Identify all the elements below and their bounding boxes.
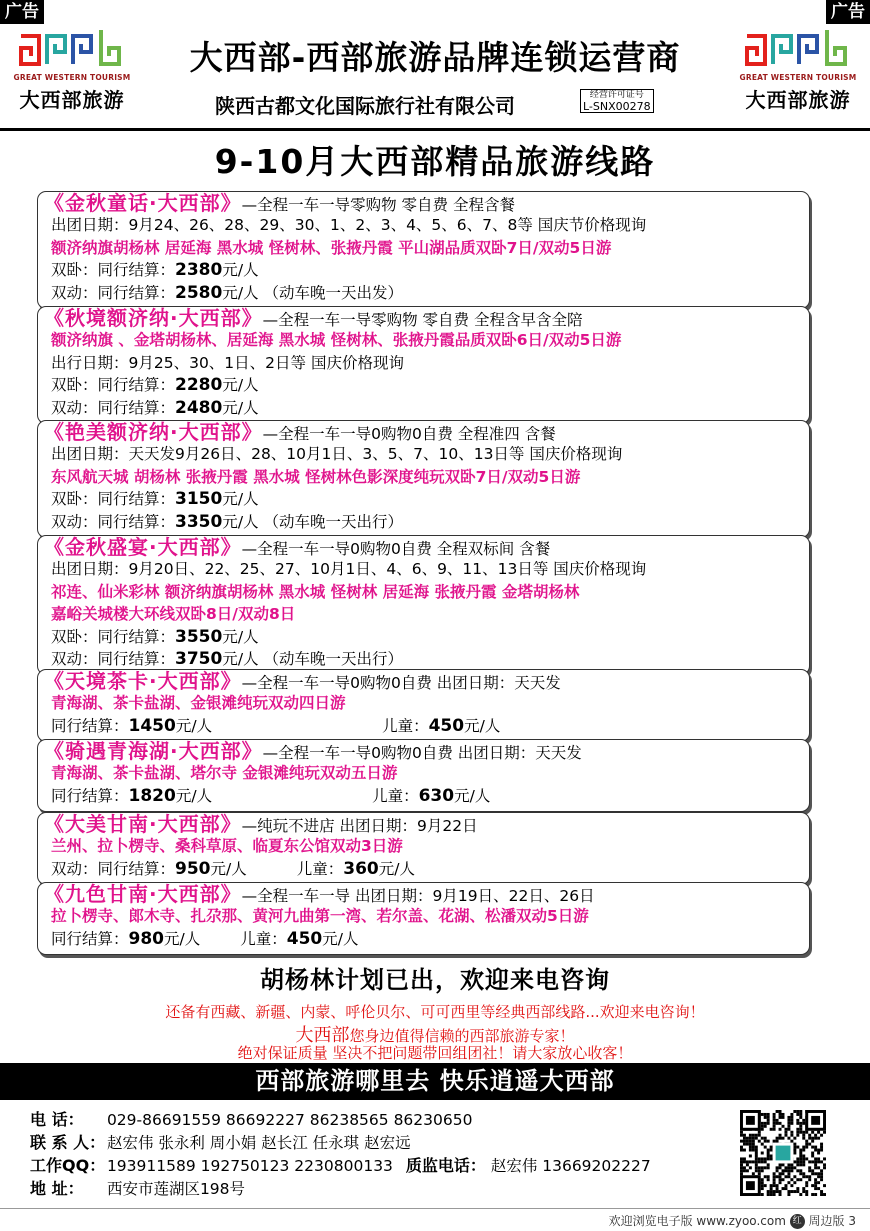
tour-name: 《金秋盛宴·大西部》: [44, 536, 242, 559]
footer-text: [609, 1212, 856, 1229]
tour-price-line: [38, 511, 809, 533]
price-label: 双动：同行结算：: [51, 283, 176, 302]
expert-note-brand: 大西部: [295, 1025, 350, 1046]
tour-price-line: [38, 648, 809, 670]
phone-value: 029-86691559 86692227 86238565 86230650: [106, 1111, 473, 1129]
edition-badge-icon: 红: [790, 1214, 805, 1229]
child-price-value: 360: [343, 858, 379, 879]
tour-price-line: [38, 488, 809, 510]
logo-left: [12, 26, 132, 113]
tour-box: [37, 882, 810, 955]
license-caption: 经营许可证号: [589, 90, 644, 100]
tour-description: —全程一车一导零购物 零自费 全程含早含全陪: [262, 311, 583, 329]
price-unit: 元/人: [164, 929, 201, 948]
license-number: L-SNX00278: [583, 100, 651, 113]
price-label: 同行结算：: [51, 716, 129, 735]
child-price-label: 儿童：: [296, 859, 344, 878]
tour-name: 《金秋童话·大西部》: [44, 192, 242, 215]
tour-name: 《九色甘南·大西部》: [44, 883, 242, 906]
price-value: 1820: [128, 785, 176, 806]
slogan-banner: 西部旅游哪里去 快乐逍遥大西部: [0, 1063, 870, 1100]
logo-english: GREAT WESTERN TOURISM: [13, 73, 131, 82]
tour-name: 《大美甘南·大西部》: [44, 813, 242, 836]
price-unit: 元/人: [222, 490, 259, 509]
logo-english: GREAT WESTERN TOURISM: [739, 73, 857, 82]
tour-description: —纯玩不进店 出团日期：9月22日: [241, 817, 478, 835]
tour-date-line: 出团日期：9月20日、22、25、27、10月1日、4、6、9、11、13日等 国庆价格现询: [51, 560, 647, 579]
page-title: 9-10月大西部精品旅游线路: [214, 142, 656, 181]
footer: [0, 1208, 870, 1231]
tour-price-line: [38, 928, 809, 950]
price-label: 双卧：同行结算：: [51, 261, 176, 280]
price-unit: 元/人 （动车晚一天出行）: [222, 512, 403, 531]
supervise-value: 赵宏伟 13669202227: [490, 1157, 651, 1175]
company-name: 陕西古都文化国际旅行社有限公司: [215, 94, 515, 118]
address-value: 西安市莲湖区198号: [106, 1180, 246, 1198]
expert-note-text: 您身边值得信赖的西部旅游专家！: [349, 1027, 575, 1045]
tour-route-line: 拉卜楞寺、郎木寺、扎尕那、黄河九曲第一湾、若尔盖、花湖、松潘双动5日游: [51, 907, 589, 926]
footer-edition: 周边版 3: [808, 1214, 856, 1228]
qr-code-icon: [740, 1110, 826, 1196]
tour-title-line: [38, 421, 809, 443]
tour-title-line: [38, 740, 809, 762]
supervise-label: 质监电话：: [405, 1156, 486, 1175]
tour-price-line: [38, 374, 809, 396]
price-value: 2280: [175, 375, 223, 396]
price-value: 2380: [175, 260, 223, 281]
phone-label: 电 话：: [30, 1110, 84, 1129]
tour-box: [37, 739, 810, 812]
tour-date-line: 出行日期：9月25、30、1日、2日等 国庆价格现询: [51, 353, 404, 372]
ad-label-right: 广告: [826, 0, 870, 24]
tour-box: [37, 812, 810, 885]
tour-date-line: 出团日期：9月24、26、28、29、30、1、2、3、4、5、6、7、8等 国庆节价格现询: [51, 216, 647, 235]
tour-price-line: [38, 715, 809, 737]
tour-route-line: 东风航天城 胡杨林 张掖丹霞 黑水城 怪树林色影深度纯玩双卧7日/双动5日游: [51, 467, 581, 486]
price-unit: 元/人 （动车晚一天出行）: [222, 649, 403, 668]
logo-chinese: 大西部旅游: [19, 88, 125, 112]
more-routes-note: 还备有西藏、新疆、内蒙、呼伦贝尔、可可西里等经典西部线路...欢迎来电咨询！: [165, 1003, 705, 1021]
price-label: 双动：同行结算：: [51, 398, 176, 417]
price-label: 同行结算：: [51, 929, 129, 948]
tour-title-line: [38, 670, 809, 692]
tour-route-line: 额济纳旗胡杨林 居延海 黑水城 怪树林、张掖丹霞 平山湖品质双卧7日/双动5日游: [51, 238, 612, 257]
child-price-value: 450: [428, 715, 465, 736]
tour-description: —全程一车一导零购物 零自费 全程含餐: [241, 196, 515, 214]
tour-name: 《天境茶卡·大西部》: [44, 670, 242, 693]
price-value: 3750: [175, 648, 223, 669]
tour-box: [37, 420, 810, 538]
tour-title-line: [38, 307, 809, 329]
tour-title-line: [38, 883, 809, 905]
tour-route-line: 青海湖、茶卡盐湖、金银滩纯玩双动四日游: [51, 694, 346, 713]
price-label: 双动：同行结算：: [51, 649, 176, 668]
tour-price-line: [38, 259, 809, 281]
contact-people: [30, 1130, 411, 1153]
qq-value: 193911589 192750123 2230800133: [106, 1157, 393, 1175]
tour-route-line: 额济纳旗 、金塔胡杨林、居延海 黑水城 怪树林、张掖丹霞品质双卧6日/双动5日游: [51, 331, 622, 350]
tour-title-line: [38, 536, 809, 558]
child-price-label: 儿童：: [372, 786, 419, 805]
logo-mark-icon: [17, 26, 127, 72]
tour-price-line: [38, 397, 809, 419]
child-price-label: 儿童：: [382, 716, 429, 735]
price-label: 双卧：同行结算：: [51, 627, 176, 646]
tour-description: —全程一车一导0购物0自费 出团日期：天天发: [241, 674, 561, 692]
child-price-unit: 元/人: [464, 716, 501, 735]
price-unit: 元/人: [222, 261, 259, 280]
child-price-label: 儿童：: [240, 929, 287, 948]
price-value: 3350: [175, 511, 223, 532]
price-value: 2580: [175, 282, 223, 303]
price-value: 3550: [175, 626, 223, 647]
tour-route-line: 青海湖、茶卡盐湖、塔尔寺 金银滩纯玩双动五日游: [51, 764, 398, 783]
license-box: [580, 89, 654, 113]
consult-heading: 胡杨林计划已出，欢迎来电咨询: [260, 966, 610, 994]
price-value: 2480: [175, 397, 223, 418]
price-unit: 元/人: [210, 859, 247, 878]
price-label: 同行结算：: [51, 786, 129, 805]
price-unit: 元/人: [222, 398, 259, 417]
price-label: 双卧：同行结算：: [51, 376, 176, 395]
child-price-value: 630: [418, 785, 455, 806]
price-label: 双卧：同行结算：: [51, 490, 176, 509]
ad-label-left: 广告: [0, 0, 44, 24]
price-unit: 元/人: [222, 376, 259, 395]
price-unit: 元/人 （动车晚一天出发）: [222, 283, 403, 302]
tour-description: —全程一车一导0购物0自费 全程双标间 含餐: [241, 540, 551, 558]
tour-price-line: [38, 858, 809, 880]
tour-route-line: 兰州、拉卜楞寺、桑科草原、临夏东公馆双动3日游: [51, 837, 403, 856]
price-value: 3150: [175, 489, 223, 510]
tour-price-line: [38, 626, 809, 648]
tour-title-line: [38, 813, 809, 835]
tour-box: [37, 535, 810, 675]
logo-right: [738, 26, 858, 113]
price-value: 1450: [128, 715, 176, 736]
tour-name: 《秋境额济纳·大西部》: [44, 307, 263, 330]
price-unit: 元/人: [175, 786, 213, 805]
contact-qq: [30, 1153, 651, 1176]
address-label: 地 址：: [30, 1179, 84, 1198]
tour-description: —全程一车一导 出团日期：9月19日、22日、26日: [241, 887, 595, 905]
tour-box: [37, 669, 810, 742]
logo-mark-icon: [743, 26, 853, 72]
price-label: 双动：同行结算：: [51, 859, 176, 878]
price-unit: 元/人: [222, 627, 259, 646]
price-label: 双动：同行结算：: [51, 512, 176, 531]
tour-name: 《艳美额济纳·大西部》: [44, 421, 263, 444]
tour-route-line: 祁连、仙米彩林 额济纳旗胡杨林 黑水城 怪树林 居延海 张掖丹霞 金塔胡杨林: [51, 582, 580, 601]
logo-chinese: 大西部旅游: [745, 88, 851, 112]
tour-description: —全程一车一导0购物0自费 全程准四 含餐: [262, 425, 556, 443]
price-value: 950: [175, 858, 211, 879]
tour-date-line: 出团日期：天天发9月26日、28、10月1日、3、5、7、10、13日等 国庆价格现询: [51, 445, 623, 464]
header: [0, 0, 870, 131]
tour-route-line: 嘉峪关城楼大环线双卧8日/双动8日: [51, 605, 296, 624]
quality-note: 绝对保证质量 坚决不把问题带回组团社！请大家放心收客！: [237, 1044, 633, 1062]
child-price-value: 450: [286, 928, 323, 949]
child-price-unit: 元/人: [378, 859, 415, 878]
tour-title-line: [38, 192, 809, 214]
tour-name: 《骑遇青海湖·大西部》: [44, 740, 263, 763]
footer-site: 欢迎浏览电子版 www.zyoo.com: [608, 1214, 786, 1228]
main-title: 大西部-西部旅游品牌连锁运营商: [189, 38, 681, 77]
qq-label: 工作QQ：: [30, 1156, 106, 1175]
people-value: 赵宏伟 张永利 周小娟 赵长江 任永琪 赵宏远: [106, 1134, 411, 1152]
tour-box: [37, 306, 810, 424]
contact-address: [30, 1176, 245, 1199]
tour-box: [37, 191, 810, 309]
child-price-unit: 元/人: [454, 786, 491, 805]
tour-price-line: [38, 282, 809, 304]
price-value: 980: [128, 928, 165, 949]
contact-phone: [30, 1107, 472, 1130]
tour-price-line: [38, 785, 809, 807]
child-price-unit: 元/人: [322, 929, 359, 948]
price-unit: 元/人: [175, 716, 213, 735]
people-label: 联 系 人：: [30, 1133, 106, 1152]
tour-description: —全程一车一导0购物0自费 出团日期：天天发: [262, 744, 582, 762]
